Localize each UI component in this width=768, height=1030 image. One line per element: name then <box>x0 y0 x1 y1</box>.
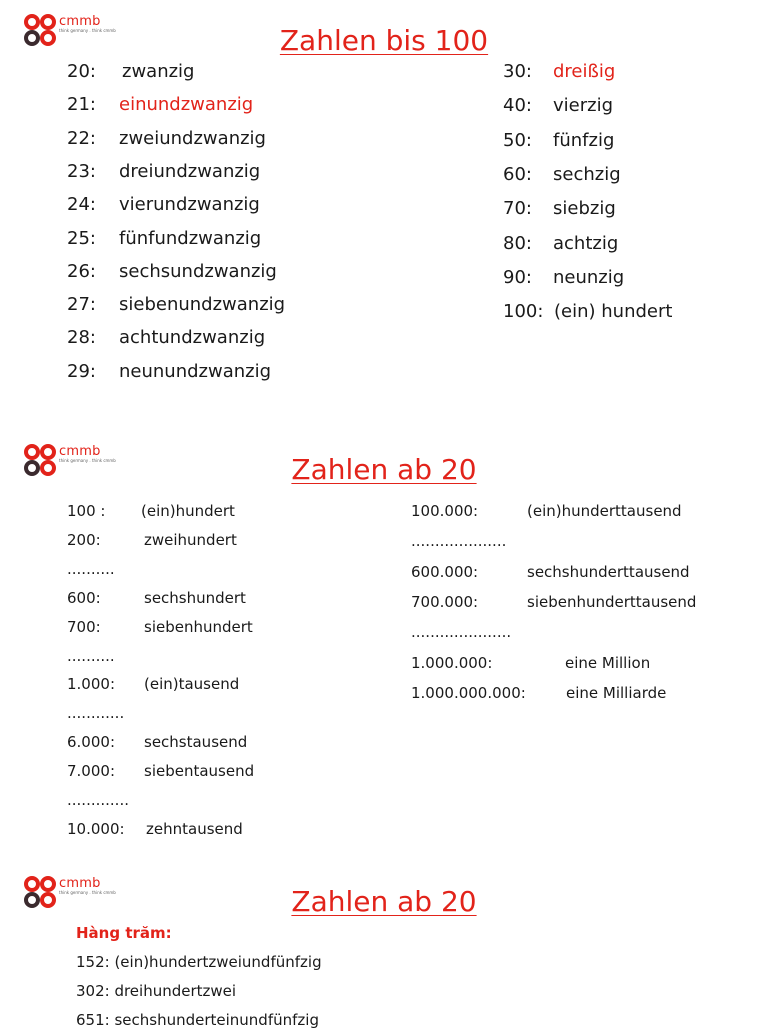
number-word: siebenundzwanzig <box>119 294 286 316</box>
number-word: sechsundzwanzig <box>119 260 277 282</box>
number-label: 30: <box>503 61 532 82</box>
number-label: .......... <box>67 559 115 578</box>
number-label: 100 : <box>67 502 106 520</box>
number-label: 29: <box>67 360 96 382</box>
logo-brand-name: cmmb <box>59 444 101 459</box>
number-label: 100: <box>503 301 544 323</box>
number-word: fünfundzwanzig <box>119 227 262 249</box>
number-word: vierundzwanzig <box>119 194 260 216</box>
number-label: 26: <box>67 260 96 282</box>
number-word: achtundzwanzig <box>119 327 266 349</box>
section3-title: Zahlen ab 20 <box>291 885 477 918</box>
number-label: 600.000: <box>411 562 479 581</box>
number-label: 23: <box>67 160 96 182</box>
number-label: 1.000.000: <box>411 653 493 672</box>
number-label: 21: <box>67 94 96 116</box>
number-word: einundzwanzig <box>119 94 254 116</box>
number-label: 20: <box>67 61 96 82</box>
section1-title: Zahlen bis 100 <box>279 24 489 57</box>
number-label: 50: <box>503 129 532 151</box>
number-label: 60: <box>503 163 532 185</box>
number-word: vierzig <box>553 95 614 117</box>
list-item: 152: (ein)hundertzweiundfünfzig <box>76 953 322 971</box>
number-word: (ein)hundert <box>141 502 235 520</box>
logo-brand-name: cmmb <box>59 876 101 891</box>
number-word: (ein)hunderttausend <box>527 502 682 520</box>
logo-tagline: think germany . think cmmb <box>59 458 116 463</box>
number-word: achtzig <box>553 232 619 254</box>
number-label: 10.000: <box>67 819 125 838</box>
number-word: eine Million <box>565 653 651 672</box>
number-label: 1.000: <box>67 675 115 694</box>
number-label: 200: <box>67 530 101 549</box>
number-label: 1.000.000.000: <box>411 683 526 702</box>
number-word: zweihundert <box>144 530 237 549</box>
number-word: dreißig <box>553 61 616 82</box>
number-label: ..................... <box>411 623 512 642</box>
number-word: zweiundzwanzig <box>119 127 266 149</box>
number-label: 700.000: <box>411 592 479 611</box>
number-word: sechshundert <box>144 588 246 607</box>
number-word: siebzig <box>553 198 616 220</box>
number-word: zehntausend <box>146 819 243 838</box>
section2-title: Zahlen ab 20 <box>291 453 477 486</box>
number-label: 600: <box>67 588 101 607</box>
number-word: sechzig <box>553 163 621 185</box>
number-label: 27: <box>67 294 96 316</box>
number-label: 24: <box>67 194 96 216</box>
number-label: ............ <box>67 704 125 723</box>
list-item: 651: sechshunderteinundfünfzig <box>76 1011 319 1029</box>
number-word: sechstausend <box>144 733 248 752</box>
number-label: 6.000: <box>67 733 115 752</box>
logo-tagline: think germany . think cmmb <box>59 890 116 895</box>
number-label: 70: <box>503 198 532 220</box>
number-word: siebenhundert <box>144 617 253 636</box>
list-item: 302: dreihundertzwei <box>76 982 237 1000</box>
number-label: 28: <box>67 327 96 349</box>
number-label: 700: <box>67 617 101 636</box>
number-label: ............. <box>67 791 129 809</box>
number-word: (ein)tausend <box>144 675 240 694</box>
number-word: neunundzwanzig <box>119 360 272 382</box>
number-label: .......... <box>67 646 115 665</box>
number-word: fünfzig <box>553 129 615 151</box>
number-word: sechshunderttausend <box>527 562 690 581</box>
number-label: .................... <box>411 532 507 551</box>
number-word: eine Milliarde <box>566 683 667 702</box>
number-word: zwanzig <box>122 61 195 82</box>
number-word: dreiundzwanzig <box>119 160 261 182</box>
number-label: 40: <box>503 95 532 117</box>
number-label: 100.000: <box>411 502 479 520</box>
number-word: (ein) hundert <box>554 301 673 323</box>
number-label: 25: <box>67 227 96 249</box>
number-word: siebentausend <box>144 762 255 781</box>
number-label: 22: <box>67 127 96 149</box>
number-label: 7.000: <box>67 762 115 781</box>
number-word: neunzig <box>553 266 625 288</box>
number-word: siebenhunderttausend <box>527 592 697 611</box>
number-label: 90: <box>503 266 532 288</box>
logo-tagline: think germany . think cmmb <box>59 28 116 33</box>
logo-brand-name: cmmb <box>59 14 101 29</box>
section3-subtitle: Hàng trăm: <box>76 924 172 942</box>
number-label: 80: <box>503 232 532 254</box>
